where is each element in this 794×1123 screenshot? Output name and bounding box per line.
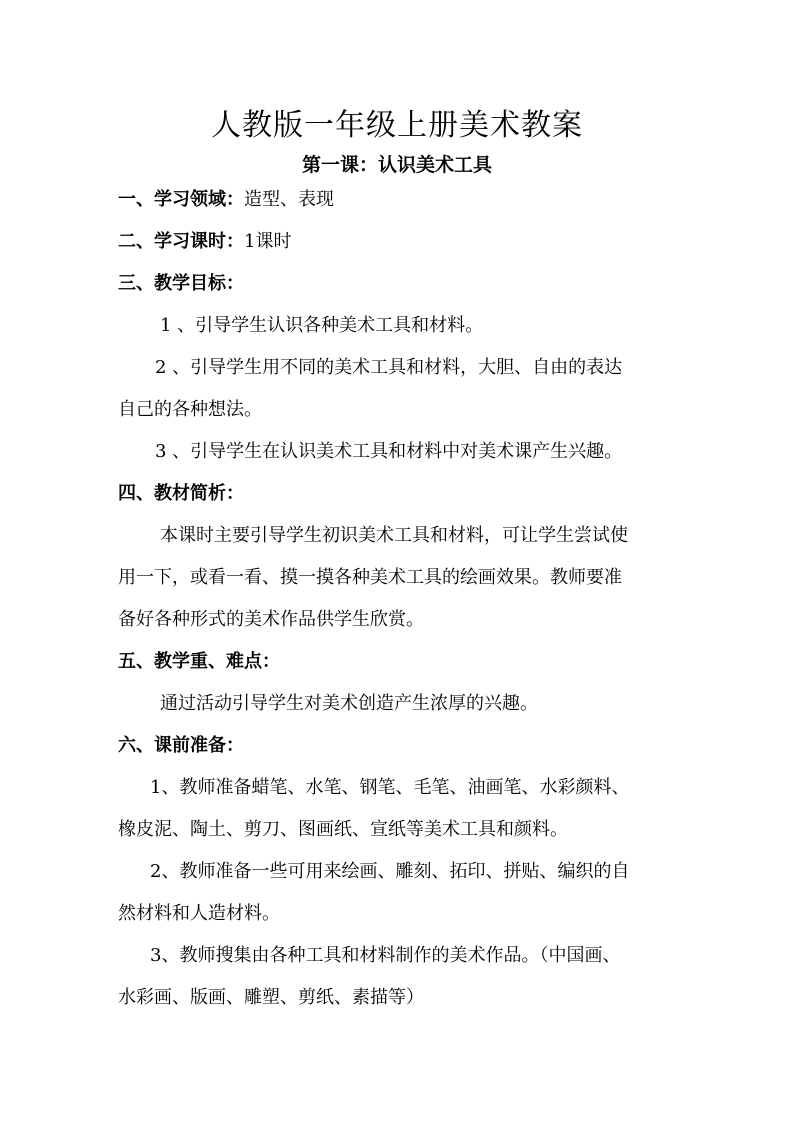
section-class-hours [118,230,291,254]
paragraph-line: 备好各种形式的美术作品供学生欣赏。 [118,609,424,630]
paragraph-line: 2、教师准备一些可用来绘画、雕刻、拓印、拼贴、编织的自 [150,861,630,882]
paragraph-line: 橡皮泥、陶土、剪刀、图画纸、宣纸等美术工具和颜料。 [118,819,568,840]
lesson-subtitle: 第一课：认识美术工具 [301,154,492,176]
paragraph-line: 3 、引导学生在认识美术工具和材料中对美术课产生兴趣。 [155,441,623,462]
section-heading: 一、学习领域： [118,189,244,210]
paragraph-line: 本课时主要引导学生初识美术工具和材料，可让学生尝试使 [160,525,628,546]
section-value: 1课时 [244,231,292,252]
paragraph-line: 然材料和人造材料。 [118,903,280,924]
paragraph-line: 1、教师准备蜡笔、水笔、钢笔、毛笔、油画笔、水彩颜料、 [150,777,630,798]
paragraph-line: 2 、引导学生用不同的美术工具和材料，大胆、自由的表达 [155,357,623,378]
paragraph-line: 水彩画、版画、雕塑、剪纸、素描等） [118,987,424,1008]
section-heading-preparation: 六、课前准备： [118,735,244,756]
section-heading-objectives: 三、教学目标： [118,273,244,294]
paragraph-line: 通过活动引导学生对美术创造产生浓厚的兴趣。 [160,693,538,714]
paragraph-line: 用一下，或看一看、摸一摸各种美术工具的绘画效果。教师要准 [118,567,622,588]
paragraph-line: 1 、引导学生认识各种美术工具和材料。 [160,315,484,336]
section-heading: 二、学习课时： [118,231,244,252]
section-heading-analysis: 四、教材简析： [118,483,244,504]
document-title: 人教版一年级上册美术教案 [211,108,583,143]
section-heading-key-points: 五、教学重、难点： [118,651,280,672]
section-learning-area [118,188,334,212]
section-value: 造型、表现 [244,189,334,210]
paragraph-line: 3、教师搜集由各种工具和材料制作的美术作品。（中国画、 [150,945,621,966]
paragraph-line: 自己的各种想法。 [118,399,262,420]
